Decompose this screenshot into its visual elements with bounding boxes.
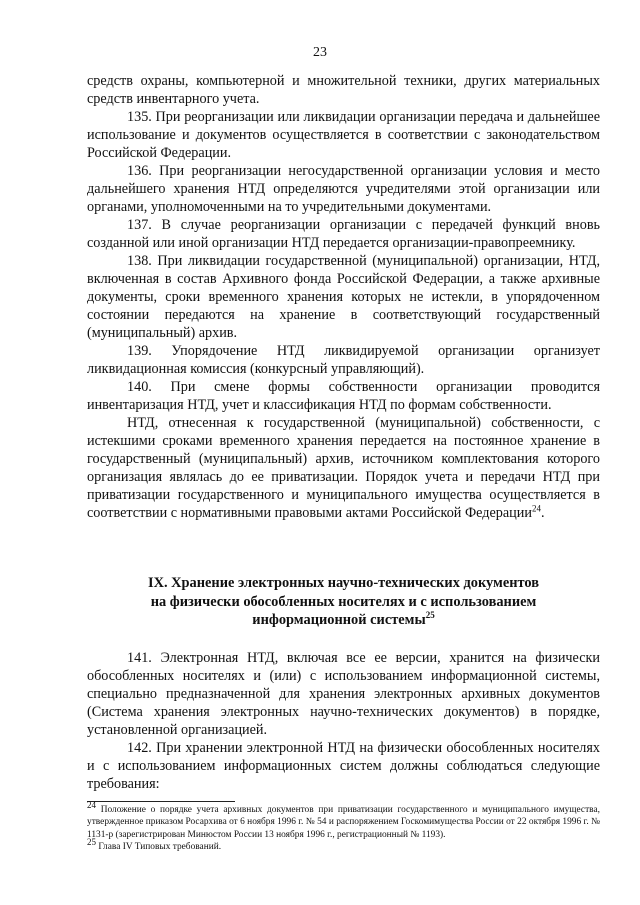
heading-line-3-text: информационной системы bbox=[252, 612, 426, 628]
section-heading bbox=[87, 574, 600, 630]
paragraph: средств охраны, компьютерной и множительной техники, других материальных средств инвентарного учета. bbox=[87, 73, 600, 107]
body-text-bottom bbox=[87, 649, 600, 793]
footnote-divider bbox=[87, 801, 235, 802]
footnote-24-number: 24 bbox=[87, 799, 96, 810]
footnote-24 bbox=[87, 799, 600, 841]
paragraph-138: 138. При ликвидации государственной (муниципальной) организации, НТД, включенная в состав Архивного фонда Российской Федерации, а также архивные документы, сроки временного хранения которых не истекли, в упорядоченном состоянии передаются на хранение в соответствующий государственный (муниципальный) архив. bbox=[87, 253, 600, 341]
heading-line-1: IX. Хранение электронных научно-технических документов bbox=[147, 575, 540, 591]
heading-line-3 bbox=[87, 611, 600, 630]
footnote-ref-25[interactable]: 25 bbox=[425, 610, 435, 621]
footnote-24-text: Положение о порядке учета архивных документов при приватизации государственного и муниципального имущества, утвержденное приказом Росархива от 6 ноября 1996 г. № 54 и распоряжением Госкомимущества России от 22 октября 1996 г. № 1131-р (зарегистрирован Минюстом России 13 ноября 1996 г., регистрационный № 1193). bbox=[87, 805, 600, 840]
paragraph-141: 141. Электронная НТД, включая все ее версии, хранится на физически обособленных носителях и (или) с использованием информационной системы, специально предназначенной для хранения электронных архивных документов (Система хранения электронных научно-технических документов) в порядке, установленной организацией. bbox=[87, 650, 600, 738]
paragraph-140: 140. При смене формы собственности организации проводится инвентаризация НТД, учет и классификация НТД по формам собственности. bbox=[87, 379, 600, 413]
footnote-25-text: Глава IV Типовых требований. bbox=[96, 842, 222, 853]
paragraph-137: 137. В случае реорганизации организации с передачей функций вновь созданной или иной организации НТД передается организации-правопреемнику. bbox=[87, 217, 600, 251]
footnote-25-number: 25 bbox=[87, 837, 96, 848]
heading-line-2: на физически обособленных носителях и с использованием bbox=[150, 593, 537, 610]
paragraph-136: 136. При реорганизации негосударственной организации условия и место дальнейшего хранения НТД определяются учредителями этой организации или органами, уполномоченными на то учредительными документами. bbox=[87, 163, 600, 215]
paragraph-139: 139. Упорядочение НТД ликвидируемой организации организует ликвидационная комиссия (конкурсный управляющий). bbox=[87, 343, 600, 377]
paragraph-ntd-ownership: НТД, отнесенная к государственной (муниципальной) собственности, с истекшими сроками временного хранения передается на постоянное хранение в государственный (муниципальный) архив, источником комплектования которого организация являлась до ее приватизации. Порядок учета и передачи НТД при приватизации государственного и муниципального имущества осуществляется в соответствии с нормативными правовыми актами Российской Федерации$^{24}$. bbox=[87, 415, 600, 521]
page-number: 23 bbox=[313, 45, 327, 60]
footnotes bbox=[87, 799, 600, 854]
paragraph-142: 142. При хранении электронной НТД на физически обособленных носителях и с использованием информационных систем должны соблюдаться следующие требования: bbox=[87, 740, 600, 792]
paragraph-135: 135. При реорганизации или ликвидации организации передача и дальнейшее использование и документов осуществляется в соответствии с законодательством Российской Федерации. bbox=[87, 109, 600, 161]
paragraph-ntd-ownership-text: НТД, отнесенная к государственной (муниципальной) собственности, с истекшими сроками временного хранения передается на постоянное хранение в государственный (муниципальный) архив, источником комплектования которого организация являлась до ее приватизации. Порядок учета и передачи НТД при приватизации государственного и муниципального имущества осуществляется в соответствии с нормативными правовыми актами Российской Федерации bbox=[87, 415, 600, 521]
body-text-top bbox=[87, 72, 600, 522]
footnote-25 bbox=[87, 837, 600, 853]
footnote-ref-24[interactable]: 24 bbox=[531, 503, 541, 514]
